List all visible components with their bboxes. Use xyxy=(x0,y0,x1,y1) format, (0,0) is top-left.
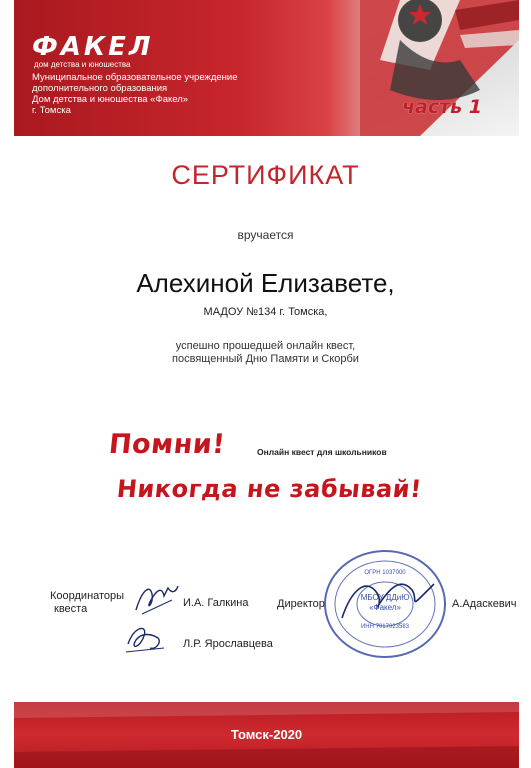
recipient-name: Алехиной Елизавете, xyxy=(136,268,395,298)
certificate-title: СЕРТИФИКАТ xyxy=(171,160,360,190)
slogan-line-1: Помни! xyxy=(107,429,227,460)
footer-banner xyxy=(14,702,519,768)
org-line: г. Томска xyxy=(32,105,71,116)
description-line: посвященный Дню Памяти и Скорби xyxy=(172,353,359,365)
recipient-school: МАДОУ №134 г. Томска, xyxy=(203,306,328,318)
org-line: дополнительного образования xyxy=(32,83,168,94)
organization-name xyxy=(32,72,282,116)
coordinators-line: Координаторы xyxy=(50,590,125,602)
coordinator-name-2: Л.Р. Ярославцева xyxy=(183,638,273,650)
header-banner xyxy=(14,0,519,136)
coordinators-line: квеста xyxy=(54,603,88,615)
coordinators-label xyxy=(50,590,124,616)
stamp-inn: ИНН 7017023583 xyxy=(360,624,410,630)
official-stamp xyxy=(322,548,448,660)
stamp-center-line-2: «Факел» xyxy=(369,603,401,612)
description-line: успешно прошедшей онлайн квест, xyxy=(175,340,356,352)
part-label: часть 1 xyxy=(402,96,482,118)
director-label: Директор xyxy=(277,598,325,610)
quest-label: Онлайн квест для школьников xyxy=(257,447,387,457)
awarded-text: вручается xyxy=(237,228,294,242)
logo: ФАКЕЛ xyxy=(32,32,154,62)
signature-yaroslavtseva xyxy=(122,620,168,656)
org-line: Дом детства и юношества «Факел» xyxy=(32,94,189,105)
footer-city-year: Томск-2020 xyxy=(230,727,303,742)
coordinator-name-1: И.А. Галкина xyxy=(183,597,249,609)
certificate-description xyxy=(0,340,531,366)
director-name: А.Адаскевич xyxy=(452,598,517,610)
org-line: Муниципальное образовательное учреждение xyxy=(32,72,238,83)
signature-galkina xyxy=(132,580,180,618)
logo-subtitle: дом детства и юношества xyxy=(34,60,131,69)
stamp-center-line-1: МБОУ ДДиЮ xyxy=(360,593,410,602)
stamp-ogrn: ОГРН 1037000 xyxy=(364,570,406,576)
slogan-line-2: Никогда не забывай! xyxy=(115,475,424,503)
